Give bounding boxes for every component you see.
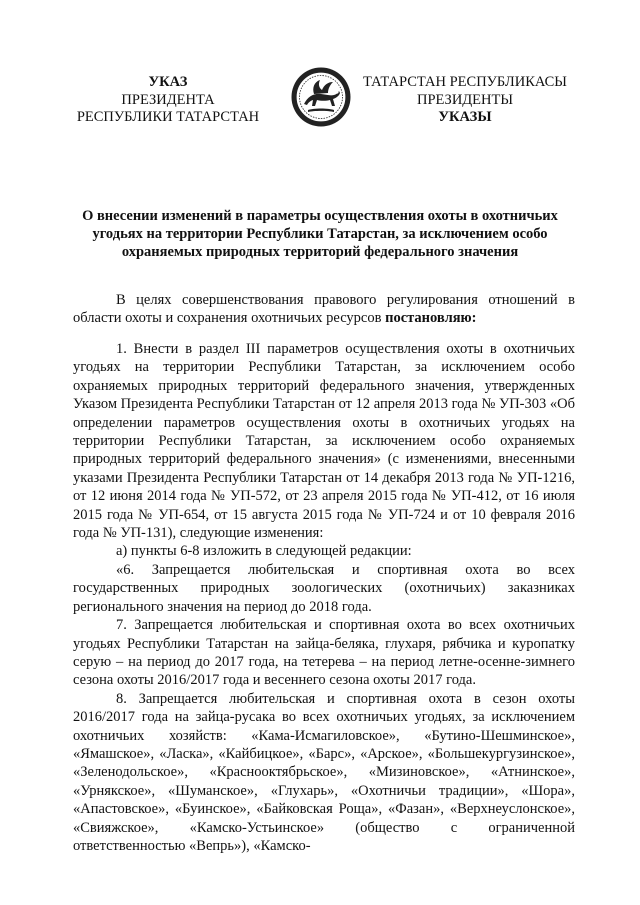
intro-paragraph — [73, 291, 575, 328]
header-left-line1: УКАЗ — [148, 74, 188, 90]
header-right-line3: УКАЗЫ — [438, 109, 492, 125]
header-right-tatar — [355, 74, 575, 127]
paragraph-6: «6. Запрещается любительская и спортивная охота во всех государственных природных зоологических (охотничьих) заказниках регионального значения на период до 2018 года. — [73, 561, 575, 615]
header-left-line2: ПРЕЗИДЕНТА — [121, 91, 215, 108]
header-right-line1: ТАТАРСТАН РЕСПУБЛИКАСЫ — [363, 74, 567, 90]
intro-keyword: постановляю: — [385, 310, 477, 327]
paragraph-8: 8. Запрещается любительская и спортивная охота в сезон охоты 2016/2017 года на зайца-русака во всех охотничьих угодьях, за исключением охотничьих хозяйств: «Кама-Исмагиловское», «Бутино-Шешминское», «Ямашское», «Ласка», «Кайбицкое», «Барс», «Арское», «Большекургузинское», «Зеленодольское», «Краснооктябрьское», «Мизиновское», «Атнинское», «Урнякское», «Шуманское», «Глухарь», «Охотничьи традиции», «Шора», «Апастовское», «Буинское», «Байковская Роща», «Фазан», «Верхнеуслонское», «Свияжское», «Камско-Устьинское» (общество с ограниченной ответственностью «Вепрь»), «Камско- — [73, 690, 575, 854]
coat-of-arms-icon — [290, 66, 352, 128]
paragraph-1: 1. Внести в раздел III параметров осуществления охоты в охотничьих угодьях на территории Республики Татарстан, за исключением особо охраняемых природных территорий федерального значения, утвержденных Указом Президента Республики Татарстан от 12 апреля 2013 года № УП-303 «Об определении параметров осуществления охоты в охотничьих угодьях на территории Республики Татарстан, за исключением особо охраняемых природных территорий федерального значения» (с изменениями, внесенными указами Президента Республики Татарстан от 14 декабря 2013 года № УП-1216, от 12 июня 2014 года № УП-572, от 23 апреля 2015 года № УП-412, от 16 июля 2015 года № УП-654, от 15 августа 2015 года № УП-724 и от 10 февраля 2016 года № УП-131), следующие изменения: — [73, 341, 575, 542]
paragraph-7: 7. Запрещается любительская и спортивная охота во всех охотничьих угодьях Республики Татарстан на зайца-беляка, глухаря, рябчика и куропатку серую – на период до 2017 года, на тетерева – на период летне-осенне-зимнего сезона охоты 2016/2017 года и весеннего сезона охоты 2017 года. — [73, 617, 575, 689]
header-right-line2: ПРЕЗИДЕНТЫ — [416, 91, 514, 108]
intro-text: В целях совершенствования правового регулирования отношений в области охоты и сохранения охотничьих ресурсов — [73, 292, 575, 327]
paragraph-a: а) пункты 6-8 изложить в следующей редакции: — [116, 543, 412, 560]
main-body — [73, 340, 575, 855]
header-left-line3: РЕСПУБЛИКИ ТАТАРСТАН — [76, 109, 260, 125]
document-title: О внесении изменений в параметры осуществления охоты в охотничьих угодьях на территории Республики Татарстан, за исключением особо охраняемых природных территорий федерального значения — [82, 208, 558, 260]
header-left-russian — [58, 74, 278, 127]
